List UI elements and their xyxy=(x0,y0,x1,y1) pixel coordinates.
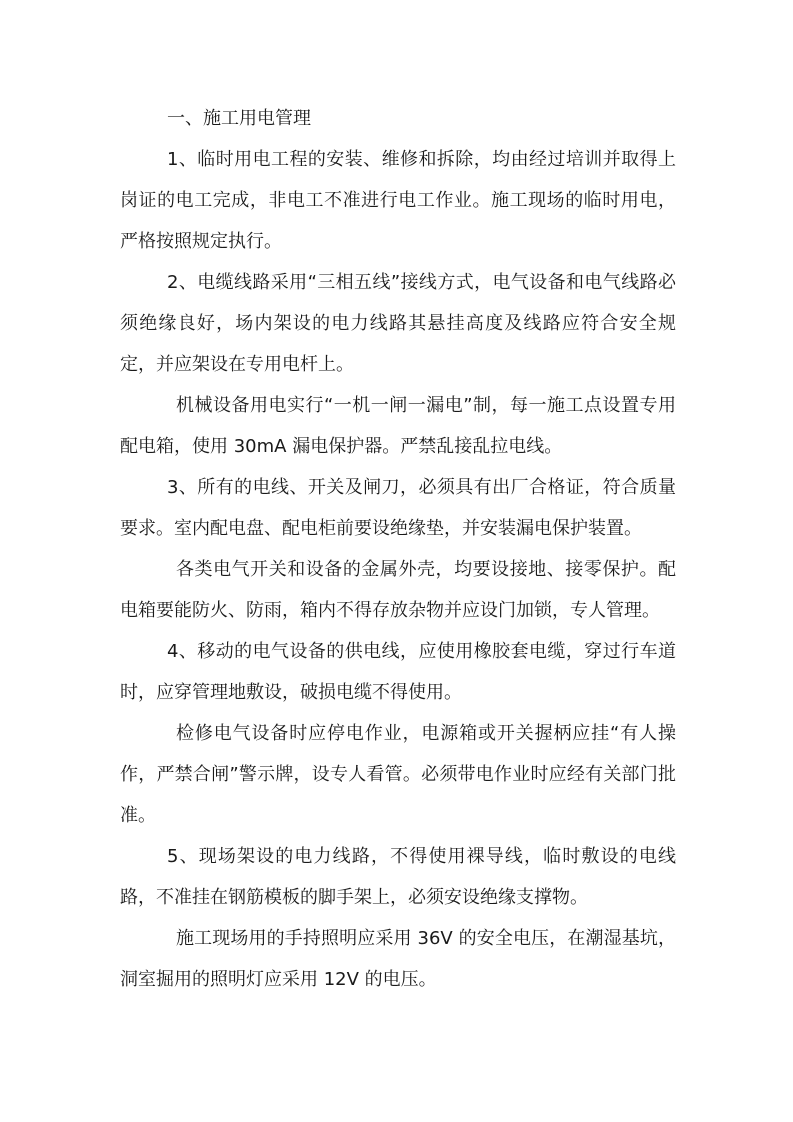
paragraph-item-3-note: 各类电气开关和设备的金属外壳，均要设接地、接零保护。配电箱要能防火、防雨，箱内不得存放杂物并应设门加锁，专人管理。 xyxy=(120,559,676,621)
paragraph-item-3: 3、所有的电线、开关及闸刀，必须具有出厂合格证，符合质量要求。室内配电盘、配电柜前要设绝缘垫，并安装漏电保护装置。 xyxy=(120,477,676,539)
paragraph-item-2: 2、电缆线路采用“三相五线”接线方式，电气设备和电气线路必须绝缘良好，场内架设的电力线路其悬挂高度及线路应符合安全规定，并应架设在专用电杆上。 xyxy=(120,272,676,375)
paragraph-item-5: 5、现场架设的电力线路，不得使用裸导线，临时敷设的电线路，不准挂在钢筋模板的脚手架上，必须安设绝缘支撑物。 xyxy=(120,846,676,908)
paragraph-item-4: 4、移动的电气设备的供电线，应使用橡胶套电缆，穿过行车道时，应穿管理地敷设，破损电缆不得使用。 xyxy=(120,641,676,703)
paragraph-item-1: 1、临时用电工程的安装、维修和拆除，均由经过培训并取得上岗证的电工完成，非电工不准进行电工作业。施工现场的临时用电，严格按照规定执行。 xyxy=(120,149,676,252)
paragraph-item-5-note: 施工现场用的手持照明应采用 36V 的安全电压，在潮湿基坑，洞室掘用的照明灯应采用 12V 的电压。 xyxy=(120,928,676,990)
paragraph-item-4-note: 检修电气设备时应停电作业，电源箱或开关握柄应挂“有人操作，严禁合闸”警示牌，设专人看管。必须带电作业时应经有关部门批准。 xyxy=(120,723,676,826)
section-heading: 一、施工用电管理 xyxy=(167,108,311,129)
document-body xyxy=(120,98,676,1000)
paragraph-item-2-note: 机械设备用电实行“一机一闸一漏电”制，每一施工点设置专用配电箱，使用 30mA 漏电保护器。严禁乱接乱拉电线。 xyxy=(120,395,676,457)
